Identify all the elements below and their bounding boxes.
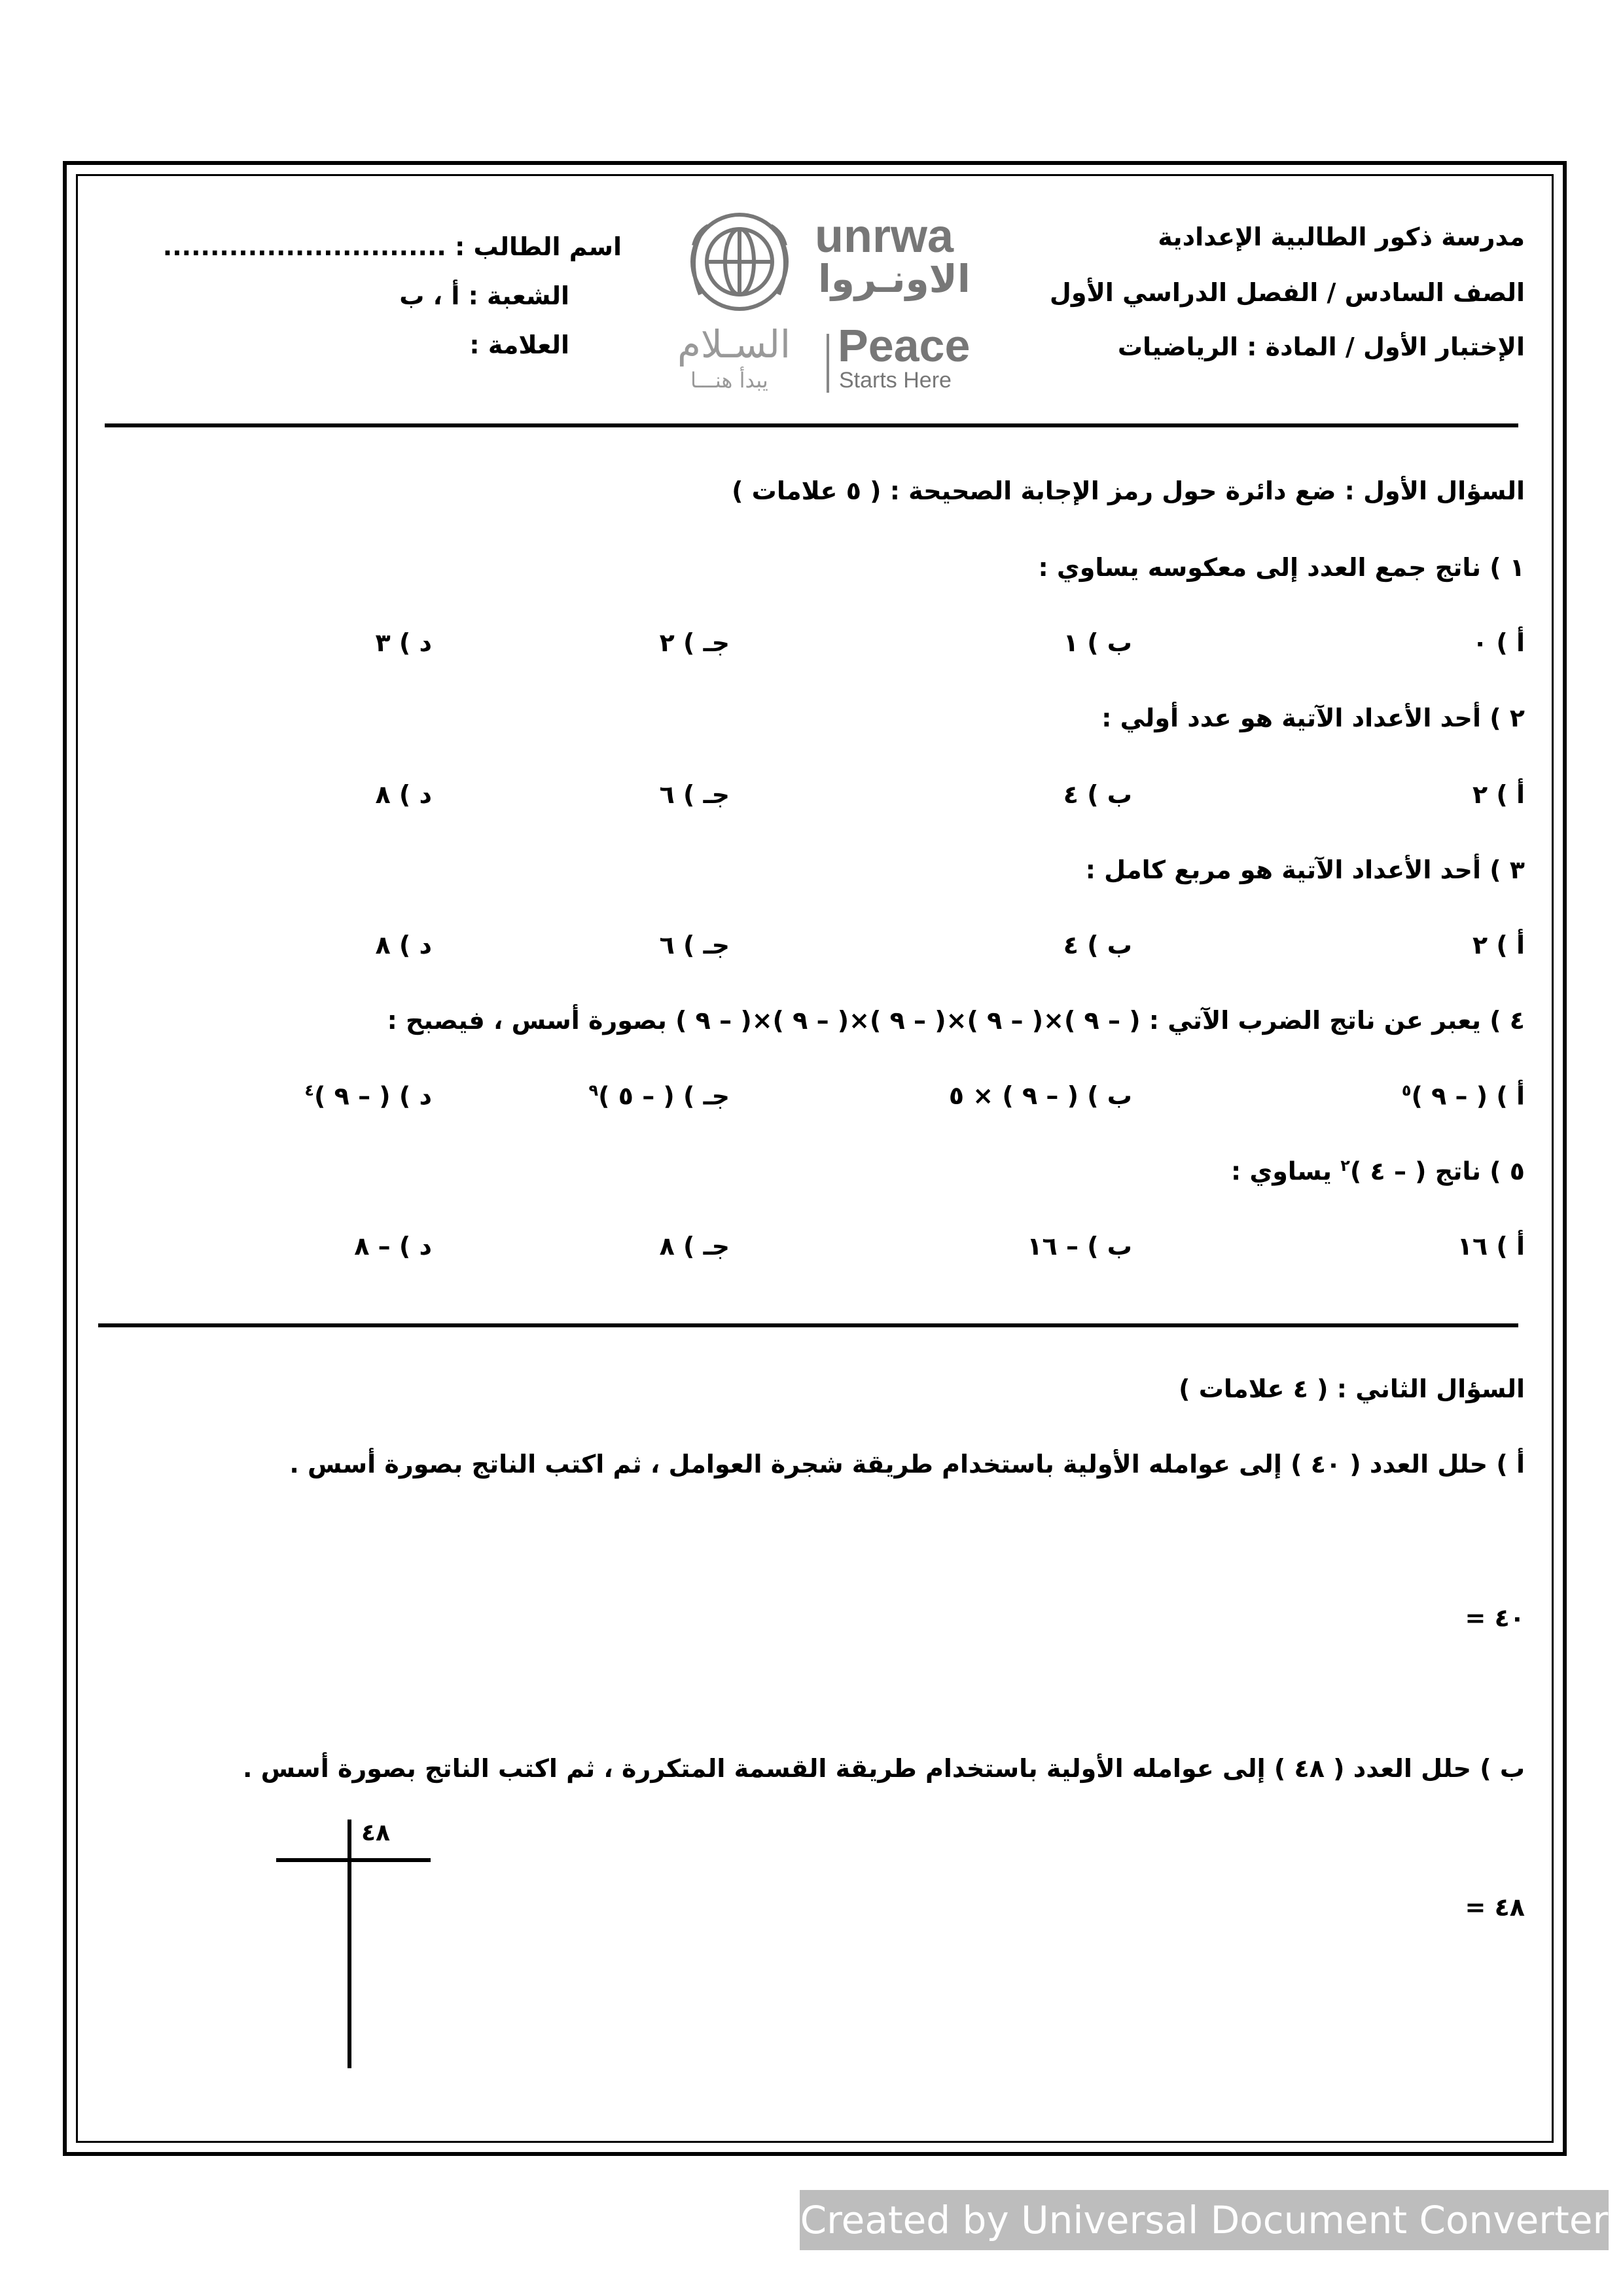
q2-part-b: ب ) حلل العدد ( ٤٨ ) إلى عوامله الأولية باستخدام طريقة القسمة المتكررة ، ثم اكتب الناتج بصورة أسس .: [242, 1754, 1525, 1783]
q1-item5-stem: ٥ ) ناتج ( – ٤ )$^٢$ يساوي :: [1230, 1157, 1525, 1186]
q1-item4-option-a: أ ) ( – ٩ )$^٥$: [1401, 1081, 1525, 1111]
logo-yabda: يبدأ هنـــا: [690, 368, 768, 393]
logo-peace: Peace: [838, 320, 971, 371]
division-number: ٤٨: [361, 1820, 390, 1846]
logo-starts-here: Starts Here: [839, 368, 952, 393]
q1-item4-option-b: ب ) ( – ٩ ) × ٥: [948, 1081, 1132, 1110]
q1-item1-option-d: د ) ٣: [375, 628, 432, 657]
q1-item2-option-a: أ ) ٢: [1472, 780, 1525, 809]
q1-item1-option-a: أ ) ٠: [1472, 628, 1525, 657]
student-name-label: اسم الطالب : ..............................: [162, 232, 622, 261]
header-divider: [105, 423, 1518, 427]
q1-item5-exponent: ٢: [1340, 1157, 1350, 1175]
section-divider: [98, 1323, 1518, 1327]
q1-item2-option-c: جـ ) ٦: [659, 780, 730, 809]
q1-item2-option-d: د ) ٨: [375, 780, 432, 809]
q1-item4-stem: ٤ ) يعبر عن ناتج الضرب الآتي : ( – ٩ )×( – ٩ )×( – ٩ )×( – ٩ )×( – ٩ ) بصورة أسس ، فيصبح :: [387, 1006, 1525, 1035]
q1-item3-option-a: أ ) ٢: [1472, 931, 1525, 960]
mark-label: العلامة :: [469, 331, 569, 359]
logo-unrwa-en: unrwa: [815, 210, 954, 262]
unrwa-logo: [661, 196, 988, 406]
q1-item2-stem: ٢ ) أحد الأعداد الآتية هو عدد أولي :: [1101, 704, 1525, 732]
exam-subject: الإختبار الأول / المادة : الرياضيات: [1117, 332, 1525, 361]
q1-item1-option-b: ب ) ١: [1063, 628, 1132, 657]
q1-item5-option-b: ب ) – ١٦: [1027, 1232, 1132, 1261]
q1-item5-option-a: أ ) ١٦: [1457, 1232, 1525, 1261]
q1-item1-stem: ١ ) ناتج جمع العدد إلى معكوسه يساوي :: [1038, 553, 1525, 582]
q1-item2-option-b: ب ) ٤: [1063, 780, 1132, 809]
section-label: الشعبة : أ ، ب: [399, 281, 569, 310]
converter-watermark: Created by Universal Document Converter: [800, 2190, 1609, 2250]
q1-item1-option-c: جـ ) ٢: [659, 628, 730, 657]
q1-item4-option-a-exponent: ٥: [1401, 1081, 1412, 1100]
q1-item4-option-d-exponent: ٤: [304, 1081, 315, 1100]
q1-item3-option-d: د ) ٨: [375, 931, 432, 960]
q2-part-b-answer: ٤٨ =: [1465, 1893, 1525, 1922]
logo-salam: السـلام: [677, 322, 791, 367]
q2-part-a: أ ) حلل العدد ( ٤٠ ) إلى عوامله الأولية باستخدام طريقة شجرة العوامل ، ثم اكتب الناتج بصورة أسس .: [289, 1450, 1525, 1479]
q1-item5-option-d: د ) – ٨: [354, 1232, 432, 1261]
q1-title: السؤال الأول : ضع دائرة حول رمز الإجابة الصحيحة : ( ٥ علامات ): [732, 476, 1525, 505]
q1-item3-option-c: جـ ) ٦: [659, 931, 730, 960]
logo-unrwa-ar: الاونـروا: [818, 257, 971, 301]
division-ladder-diagram: [262, 1813, 445, 2075]
q2-title: السؤال الثاني : ( ٤ علامات ): [1179, 1374, 1525, 1403]
q1-item4-option-d: د ) ( – ٩ )$^٤$: [304, 1081, 432, 1111]
q2-part-a-answer: ٤٠ =: [1465, 1604, 1525, 1632]
q1-item3-stem: ٣ ) أحد الأعداد الآتية هو مربع كامل :: [1085, 855, 1525, 884]
school-name: مدرسة ذكور الطالبية الإعدادية: [1158, 223, 1525, 251]
q1-item4-option-c: جـ ) ( – ٥ )$^٩$: [588, 1081, 730, 1111]
q1-item4-option-c-exponent: ٩: [588, 1081, 599, 1100]
q1-item3-option-b: ب ) ٤: [1063, 931, 1132, 960]
q1-item5-option-c: جـ ) ٨: [659, 1232, 730, 1261]
grade-term: الصف السادس / الفصل الدراسي الأول: [1049, 278, 1525, 307]
